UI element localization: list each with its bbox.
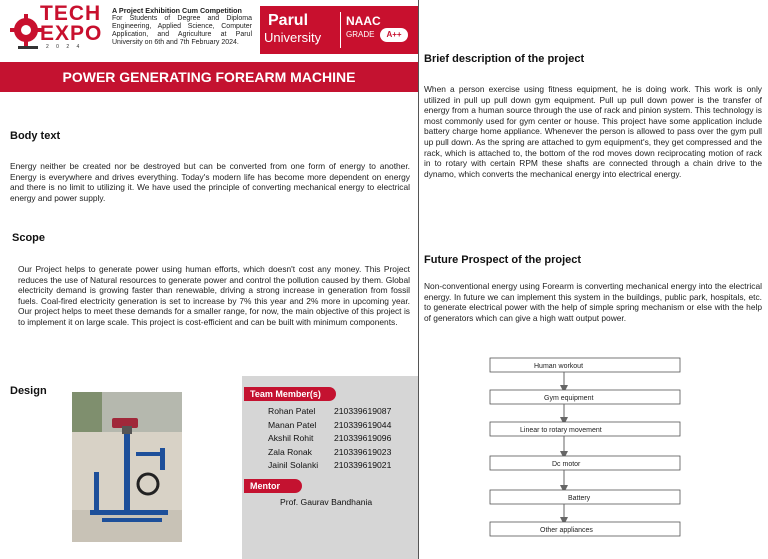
exhibition-description: For Students of Degree and Diploma Engineering, Applied Science, Computer Application, and Agriculture at Parul University on 6th and 7th February 2024. bbox=[112, 15, 252, 46]
university-name: Parul bbox=[268, 12, 309, 29]
university-word: University bbox=[264, 30, 322, 45]
flow-step-label: Battery bbox=[568, 495, 591, 502]
team-member-row bbox=[268, 433, 391, 443]
future-heading: Future Prospect of the project bbox=[424, 254, 582, 266]
body-text-paragraph: Energy neither be created nor be destroyed but can be converted from one form of energy to another. Energy is everywhere and drives everything. Today's modern life has become more dependent on energy and there is no limit to utilizing it. We have used the principle of converting mechanical energy to electrical energy and power supply. bbox=[10, 161, 410, 203]
logo-separator bbox=[340, 12, 341, 48]
grade-badge: A++ bbox=[380, 28, 408, 42]
naac-label: NAAC bbox=[346, 14, 381, 28]
flow-step-label: Gym equipment bbox=[544, 395, 594, 402]
flow-step-label: Other appliances bbox=[540, 527, 593, 534]
machine-photo-icon bbox=[72, 392, 182, 542]
exhibition-info bbox=[112, 7, 252, 47]
expo-logo-text: EXPO bbox=[40, 22, 103, 45]
team-member-row bbox=[268, 420, 391, 430]
member-name: Rohan Patel bbox=[268, 406, 316, 416]
member-name: Akshil Rohit bbox=[268, 433, 314, 443]
poster-header bbox=[0, 0, 418, 58]
flow-step-label: Dc motor bbox=[552, 461, 581, 468]
poster-title: POWER GENERATING FOREARM MACHINE bbox=[62, 69, 356, 85]
tech-logo-text: TECH bbox=[40, 2, 102, 25]
member-name: Manan Patel bbox=[268, 420, 317, 430]
flow-step-box bbox=[490, 456, 680, 470]
member-name: Zala Ronak bbox=[268, 447, 312, 457]
design-photo bbox=[72, 392, 182, 542]
process-flowchart bbox=[484, 356, 688, 556]
member-id: 210339619023 bbox=[334, 447, 392, 457]
mentor-label: Mentor bbox=[244, 479, 302, 493]
member-id: 210339619096 bbox=[334, 433, 392, 443]
flow-step-label: Human workout bbox=[534, 363, 584, 370]
mentor-name: Prof. Gaurav Bandhania bbox=[280, 497, 373, 507]
team-member-row bbox=[268, 406, 391, 416]
scope-heading: Scope bbox=[12, 232, 46, 244]
future-paragraph: Non-conventional energy using Forearm is converting mechanical energy into the electrical energy. In future we can implement this system in the buildings, public park, hospitals, etc. to generate electrical power with the help of simple spring mechanism or else with the help of generators which can give a high watt output power. bbox=[424, 281, 762, 323]
column-divider bbox=[418, 0, 419, 559]
team-members-label: Team Member(s) bbox=[244, 387, 336, 401]
scope-paragraph: Our Project helps to generate power using human efforts, which doesn't cost any money. This Project reduces the use of Natural resources to generate power and control the pollution caused by them. Global electricity demand is growing faster than renewable, driving a strong increase in generation from fossil fuels. Coal-fired electricity generation is set to increase by 7% this year and 2% more in upcoming year. Our project helps to meet these demands for a smaller range, for now, the main objective of this project is to implement it on large scale. This project is cost-efficient and can be built with minimum components. bbox=[18, 264, 410, 327]
team-member-row bbox=[268, 447, 391, 457]
logo-year: 2 0 2 4 bbox=[46, 44, 83, 50]
grade-label: GRADE bbox=[346, 30, 375, 39]
body-text-heading: Body text bbox=[10, 130, 61, 142]
brief-heading: Brief description of the project bbox=[424, 53, 585, 65]
brief-paragraph: When a person exercise using fitness equipment, he is doing work. This work is only utilized in pull up pull down gym equipment. Pull up pull down power is the transfer of energy from a human source through the use of rack and pinion system. This technology is most commonly used for gym center or house. This project have some application include battery charge home appliance. Whenever the person is allowed to pass over the gym pull up pull down. As the spring are attached to gym equipment's, they get compressed and the rack, which is attached to, the bottom of the rod moves down reciprocating motion of rack in to rotary with certain RPM these shafts are connected through a chain drive to the dynamo, which converts the mechanical energy into electrical energy. bbox=[424, 84, 762, 179]
member-id: 210339619044 bbox=[334, 420, 392, 430]
exhibition-title: A Project Exhibition Cum Competition bbox=[112, 6, 242, 15]
design-heading: Design bbox=[10, 385, 47, 397]
member-id: 210339619087 bbox=[334, 406, 392, 416]
flow-step-label: Linear to rotary movement bbox=[520, 427, 602, 434]
flow-step-box bbox=[490, 358, 680, 372]
team-member-row bbox=[268, 460, 391, 470]
member-id: 210339619021 bbox=[334, 460, 392, 470]
member-name: Jainil Solanki bbox=[268, 460, 319, 470]
